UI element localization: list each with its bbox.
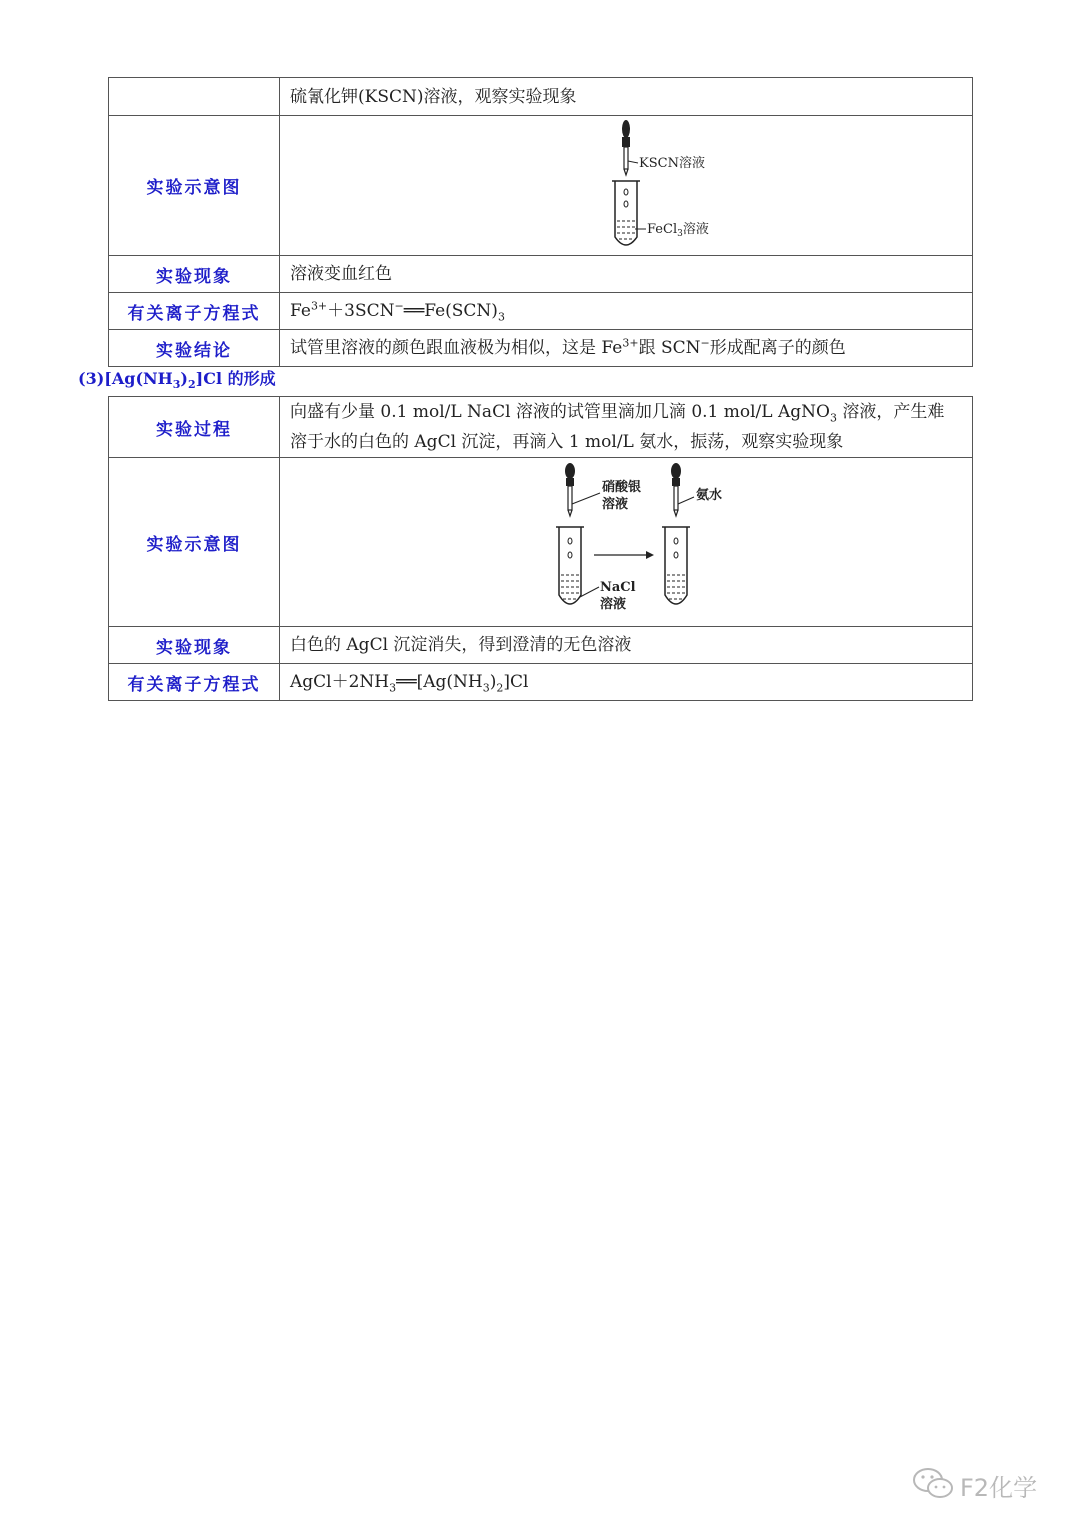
row-label: 实验过程	[109, 397, 280, 458]
table-row	[109, 330, 973, 367]
watermark	[912, 1464, 1062, 1504]
table-row	[109, 458, 973, 627]
ionic-equation: $Fe^{3+}+3SCN^-══Fe(SCN)_3$	[280, 293, 973, 330]
diagram-cell	[280, 116, 973, 256]
row-value: 溶液变血红色	[280, 256, 973, 293]
row-label: 实验结论	[109, 330, 280, 367]
watermark-text: F2化学	[960, 1474, 1038, 1502]
row-label: 实验现象	[109, 256, 280, 293]
tube-label: 溶液	[600, 597, 627, 612]
section-heading: $(3)[Ag(NH_3)_2]Cl$ 的形成	[78, 369, 276, 392]
table-row	[109, 256, 973, 293]
procedure-text: 向盛有少量 0.1 mol/L NaCl 溶液的试管里滴加几滴 0.1 mol/L AgNO$_3$ 溶液，产生难 溶于水的白色的 AgCl 沉淀，再滴入 1 mol/L 氨水，振荡，观察实验现象	[280, 397, 973, 458]
dropper-label: KSCN溶液	[639, 155, 705, 171]
row-label: 实验示意图	[109, 458, 280, 627]
ionic-equation: $AgCl+2NH_3══[Ag(NH_3)_2]Cl$	[280, 664, 973, 701]
conclusion-text: 试管里溶液的颜色跟血液极为相似，这是 $Fe^{3+}$跟 SCN−形成配离子的颜色	[280, 330, 973, 367]
dropper-label: 硝酸银	[602, 480, 642, 495]
dropper-label: 氨水	[696, 488, 723, 503]
row-label: 有关离子方程式	[109, 664, 280, 701]
row-label	[109, 78, 280, 116]
row-label: 实验现象	[109, 627, 280, 664]
table-row	[109, 627, 973, 664]
table-row	[109, 664, 973, 701]
wechat-icon	[912, 1466, 956, 1502]
dropper-icon	[671, 463, 694, 516]
row-label: 有关离子方程式	[109, 293, 280, 330]
dropper-icon	[622, 120, 638, 175]
kscn-test-tube-diagram	[526, 117, 726, 255]
test-tube-icon	[612, 181, 646, 245]
dropper-label: 溶液	[602, 497, 629, 512]
tube-label: FeCl$_3$溶液	[647, 221, 709, 239]
tube-label: NaCl	[600, 580, 636, 595]
table-row	[109, 116, 973, 256]
arrow-right-icon	[594, 551, 654, 559]
experiment-table-1	[108, 77, 973, 367]
dropper-icon	[565, 463, 600, 516]
test-tube-icon	[556, 527, 599, 604]
test-tube-icon	[662, 527, 690, 604]
row-value: 白色的 AgCl 沉淀消失，得到澄清的无色溶液	[280, 627, 973, 664]
diagram-cell	[280, 458, 973, 627]
table-row	[109, 293, 973, 330]
table-row	[109, 78, 973, 116]
experiment-table-2	[108, 396, 973, 701]
agcl-ammonia-diagram	[496, 459, 756, 625]
table-row	[109, 397, 973, 458]
row-value: 硫氰化钾(KSCN)溶液，观察实验现象	[280, 78, 973, 116]
row-label: 实验示意图	[109, 116, 280, 256]
